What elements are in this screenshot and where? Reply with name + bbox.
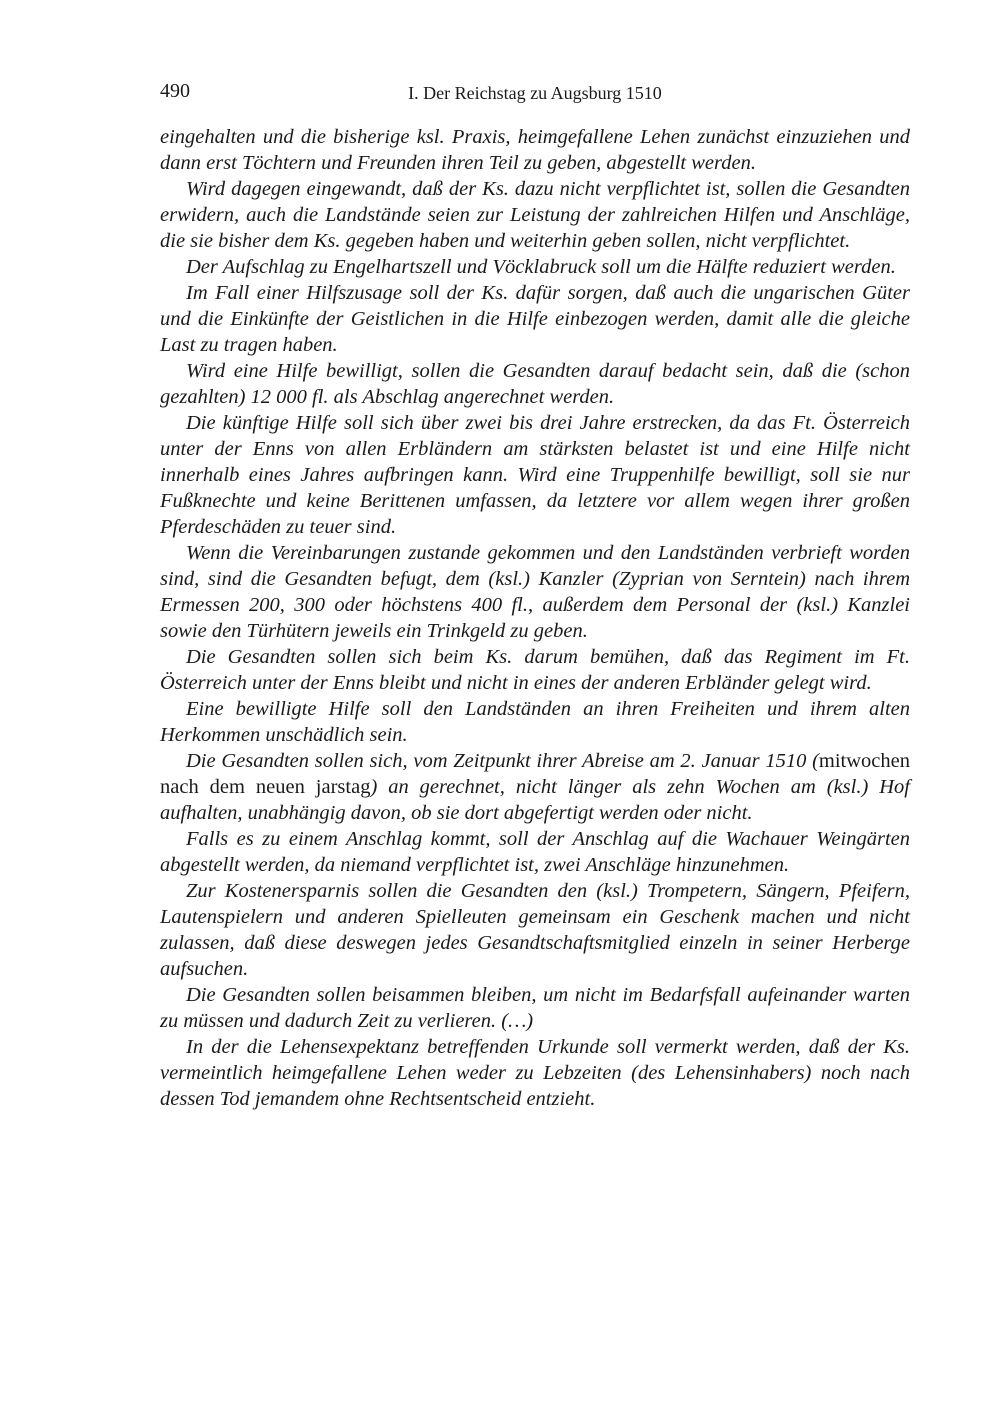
paragraph-text: Die Gesandten sollen sich, vom Zeitpunkt ihrer Abreise am 2. Januar 1510 ( <box>186 750 819 772</box>
body-text <box>160 124 910 1112</box>
paragraph: Eine bewilligte Hilfe soll den Landständen an ihren Freiheiten und ihrem alten Herkommen unschädlich sein. <box>160 698 910 746</box>
page-header <box>160 80 910 110</box>
paragraph: Wird eine Hilfe bewilligt, sollen die Gesandten darauf bedacht sein, daß die (schon gezahlten) 12 000 fl. als Abschlag angerechnet werden. <box>160 360 910 408</box>
paragraph-with-quote <box>160 748 910 826</box>
paragraph: Der Aufschlag zu Engelhartszell und Vöcklabruck soll um die Hälfte reduziert werden. <box>186 256 896 278</box>
paragraph: Im Fall einer Hilfszusage soll der Ks. dafür sorgen, daß auch die ungarischen Güter und die Einkünfte der Geistlichen in die Hilfe einbezogen werden, damit alle die gleiche Last zu tragen haben. <box>160 282 910 356</box>
paragraph: Wird dagegen eingewandt, daß der Ks. dazu nicht verpflichtet ist, sollen die Gesandten erwidern, auch die Landstände seien zur Leistung der zahlreichen Hilfen und Anschläge, die sie bisher dem Ks. gegeben haben und weiterhin geben sollen, nicht verpflichtet. <box>160 178 910 252</box>
paragraph: Zur Kostenersparnis sollen die Gesandten den (ksl.) Trompetern, Sängern, Pfeifern, Lautenspielern und anderen Spielleuten gemeinsam ein Geschenk machen und nicht zulassen, daß diese deswegen jedes Gesandtschaftsmitglied einzeln in seiner Herberge aufsuchen. <box>160 880 910 980</box>
paragraph: Die künftige Hilfe soll sich über zwei bis drei Jahre erstrecken, da das Ft. Österreich unter der Enns von allen Erbländern am stärksten belastet ist und eine Hilfe nicht innerhalb eines Jahres aufbringen kann. Wird eine Truppenhilfe bewilligt, soll sie nur Fußknechte und keine Berittenen umfassen, da letztere vor allem wegen ihrer großen Pferdeschäden zu teuer sind. <box>160 412 910 538</box>
running-title: I. Der Reichstag zu Augsburg 1510 <box>408 83 662 103</box>
paragraph: Die Gesandten sollen sich beim Ks. darum bemühen, daß das Regiment im Ft. Österreich unter der Enns bleibt und nicht in eines der anderen Erbländer gelegt wird. <box>160 646 910 694</box>
source-quote: mitwochen nach dem neuen jarstag <box>160 750 910 798</box>
paragraph: Wenn die Vereinbarungen zustande gekommen und den Landständen verbrieft worden sind, sind die Gesandten befugt, dem (ksl.) Kanzler (Zyprian von Serntein) nach ihrem Ermessen 200, 300 oder höchstens 400 fl., außerdem dem Personal der (ksl.) Kanzlei sowie den Türhütern jeweils ein Trinkgeld zu geben. <box>160 542 910 642</box>
paragraph: Falls es zu einem Anschlag kommt, soll der Anschlag auf die Wachauer Weingärten abgestellt werden, da niemand verpflichtet ist, zwei Anschläge hinzunehmen. <box>160 828 910 876</box>
paragraph-continued: eingehalten und die bisherige ksl. Praxis, heimgefallene Lehen zunächst einzuziehen und dann erst Töchtern und Freunden ihren Teil zu geben, abgestellt werden. <box>160 126 910 174</box>
paragraph: In der die Lehensexpektanz betreffenden Urkunde soll vermerkt werden, daß der Ks. vermeintlich heimgefallene Lehen weder zu Lebzeiten (des Lehensinhabers) noch nach dessen Tod jemandem ohne Rechtsentscheid entzieht. <box>160 1036 910 1110</box>
page-number: 490 <box>160 80 190 102</box>
paragraph-text: ) an gerechnet, nicht länger als zehn Wochen am (ksl.) Hof aufhalten, unabhängig davon, ob sie dort abgefertigt werden oder nicht. <box>160 776 910 824</box>
paragraph: Die Gesandten sollen beisammen bleiben, um nicht im Bedarfsfall aufeinander warten zu müssen und dadurch Zeit zu verlieren. (…) <box>160 984 910 1032</box>
